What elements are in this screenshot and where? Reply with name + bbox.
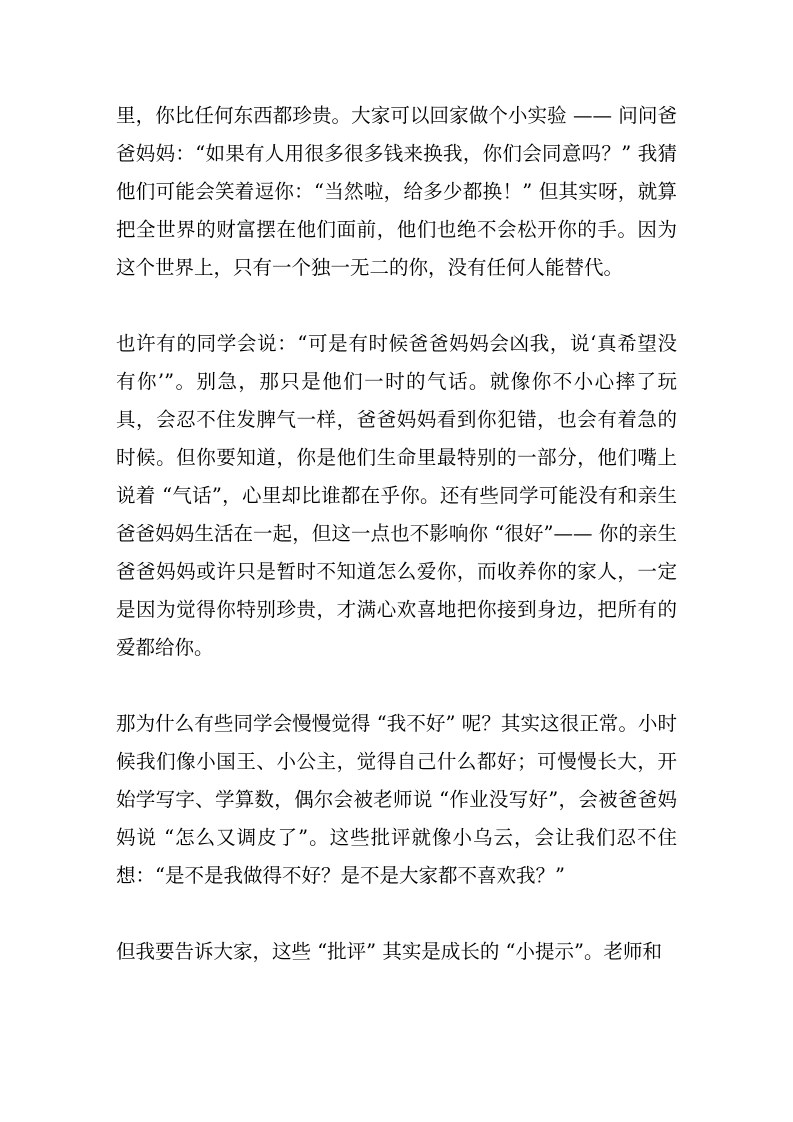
paragraph-2: 也许有的同学会说：“可是有时候爸爸妈妈会凶我，说‘真希望没有你’”。别急，那只是他们一时的气话。就像你不小心摔了玩具，会忍不住发脾气一样，爸爸妈妈看到你犯错，也会有着急的时候。但你要知道，你是他们生命里最特别的一部分，他们嘴上说着 “气话”，心里却比谁都在乎你。还有些同学可能没有和亲生爸爸妈妈生活在一起，但这一点也不影响你 “很好”—— 你的亲生爸爸妈妈或许只是暂时不知道怎么爱你，而收养你的家人，一定是因为觉得你特别珍贵，才满心欢喜地把你接到身边，把所有的爱都给你。: [116, 332, 677, 659]
paragraph-4: 但我要告诉大家，这些 “批评” 其实是成长的 “小提示”。老师和: [116, 940, 662, 963]
paragraph-1: 里，你比任何东西都珍贵。大家可以回家做个小实验 —— 问问爸爸妈妈：“如果有人用很多很多钱来换我，你们会同意吗？” 我猜他们可能会笑着逗你：“当然啦，给多少都换！” 但其实呀，就算把全世界的财富摆在他们面前，他们也绝不会松开你的手。因为这个世界上，只有一个独一无二的你，没有任何人能替代。: [116, 104, 677, 279]
paragraph-3: 那为什么有些同学会慢慢觉得 “我不好” 呢？其实这很正常。小时候我们像小国王、小公主，觉得自己什么都好；可慢慢长大，开始学写字、学算数，偶尔会被老师说 “作业没写好”，会被爸爸妈妈说 “怎么又调皮了”。这些批评就像小乌云，会让我们忍不住想：“是不是我做得不好？是不是大家都不喜欢我？”: [116, 712, 677, 887]
